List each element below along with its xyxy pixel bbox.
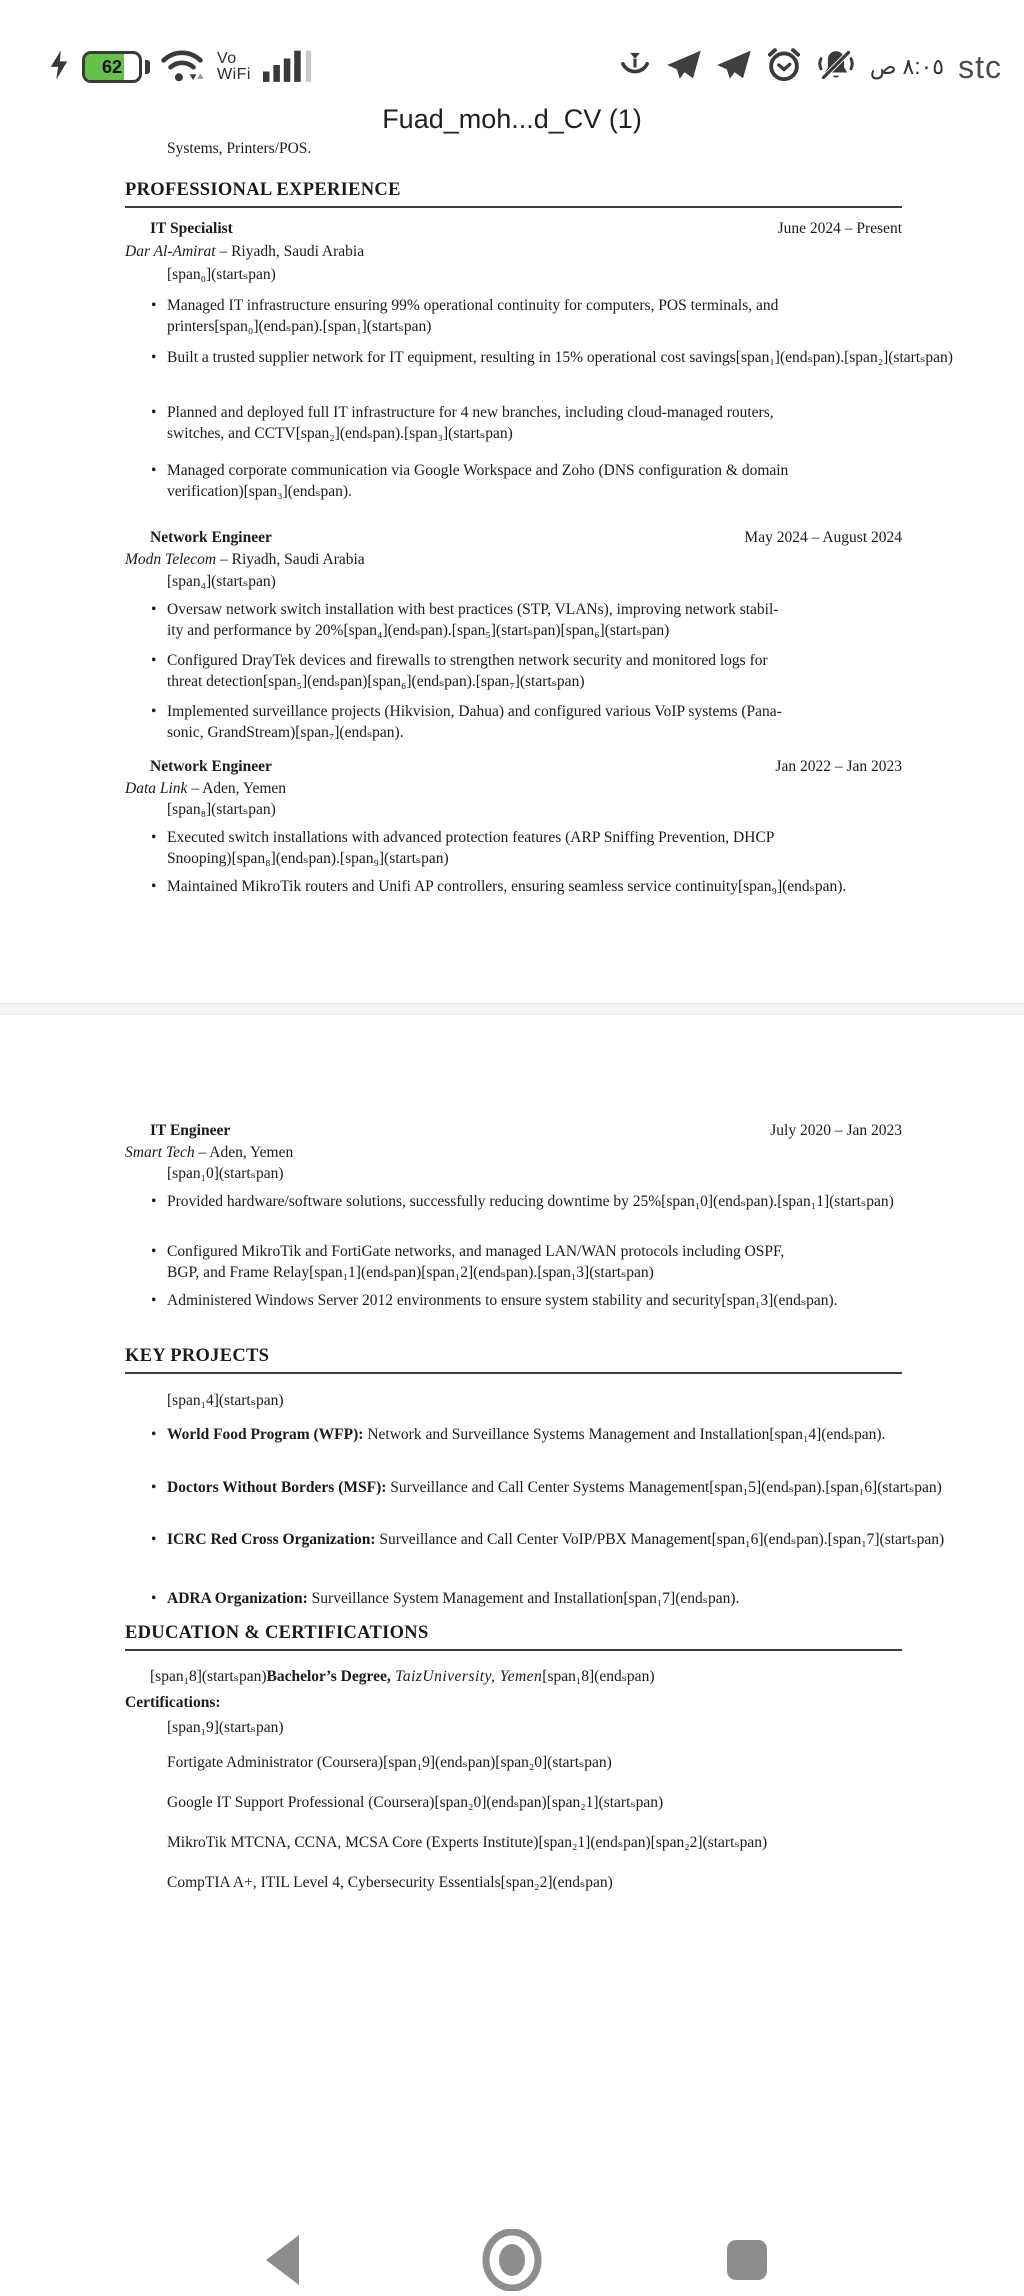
bullet-dot: • <box>151 1193 157 1210</box>
company-name: Dar Al-Amirat <box>125 243 216 260</box>
carrier-label: stc <box>958 48 1002 85</box>
span-marker: [span₁8](endₛpan) <box>542 1668 655 1685</box>
bullet-item <box>125 1477 942 1498</box>
bullet-line: verification)[span₃](endₛpan). <box>167 483 352 500</box>
page-separator <box>0 1003 1024 1015</box>
bullet-dot: • <box>151 349 157 366</box>
wifi-icon <box>159 45 205 90</box>
page-top-fragment: Systems, Printers/POS. <box>167 140 312 157</box>
job-date: July 2020 – Jan 2023 <box>770 1122 902 1139</box>
bullet-item <box>125 876 902 897</box>
certification-item: Google IT Support Professional (Coursera)[span₂0](endₛpan)[span₂1](startₛpan) <box>167 1794 664 1811</box>
telegram-icon-2 <box>716 49 752 86</box>
download-icon <box>618 48 652 87</box>
bullet-dot: • <box>151 703 157 720</box>
company-location: – Aden, Yemen <box>194 1144 294 1161</box>
battery-indicator <box>82 51 142 83</box>
section-key-projects <box>125 1346 902 1374</box>
job-title: IT Engineer <box>150 1122 231 1139</box>
degree-name: Bachelor’s Degree, <box>266 1668 391 1685</box>
job-it-specialist <box>125 218 953 502</box>
signal-bars-icon <box>263 48 315 87</box>
project-desc: Network and Surveillance Systems Management and Installation[span₁4](endₛpan). <box>363 1426 886 1443</box>
vibrate-off-icon <box>816 47 856 88</box>
project-name: Doctors Without Borders (MSF): <box>167 1479 387 1496</box>
bullet-line: ity and performance by 20%[span₄](endₛpan).[span₅](startₛpan)[span₆](startₛpan) <box>167 622 670 639</box>
bullet-dot: • <box>151 1243 157 1260</box>
battery-percent: 62 <box>101 56 123 77</box>
bullet-item <box>125 402 902 444</box>
bullet-dot: • <box>151 829 157 846</box>
company-name: Smart Tech <box>125 1144 195 1161</box>
section-rule <box>125 1649 902 1651</box>
bullet-item <box>125 460 902 502</box>
bullet-line: Maintained MikroTik routers and Unifi AP controllers, ensuring seamless service continuity[span₉](endₛpan). <box>167 878 847 895</box>
project-desc: Surveillance System Management and Installation[span₁7](endₛpan). <box>307 1590 740 1607</box>
certification-item: CompTIA A+, ITIL Level 4, Cybersecurity Essentials[span₂2](endₛpan) <box>167 1874 613 1891</box>
charging-bolt-icon <box>48 49 70 86</box>
job-date: Jan 2022 – Jan 2023 <box>775 758 902 775</box>
back-button[interactable] <box>263 2233 301 2292</box>
bullet-line: Planned and deployed full IT infrastructure for 4 new branches, including cloud-managed routers, <box>167 404 774 421</box>
section-professional-experience <box>125 180 902 208</box>
certifications-label: Certifications: <box>125 1694 221 1711</box>
bullet-dot: • <box>151 297 157 314</box>
bullet-line: Snooping)[span₈](endₛpan).[span₉](startₛpan) <box>167 850 449 867</box>
battery-nub <box>145 60 150 74</box>
bullet-dot: • <box>151 878 157 895</box>
bullet-dot: • <box>151 1531 157 1548</box>
vowifi-label: Vo WiFi <box>217 50 251 83</box>
bullet-line: Managed IT infrastructure ensuring 99% operational continuity for computers, POS terminals, and <box>167 297 779 314</box>
bullet-line: sonic, GrandStream)[span₇](endₛpan). <box>167 724 404 741</box>
clock-time: ٨:٠٥ ص <box>869 54 945 79</box>
project-name: ICRC Red Cross Organization: <box>167 1531 376 1548</box>
bullet-line: switches, and CCTV[span₂](endₛpan).[span₃](startₛpan) <box>167 425 513 442</box>
bullet-item <box>125 1529 945 1550</box>
bullet-line: Oversaw network switch installation with best practices (STP, VLANs), improving network stabil- <box>167 601 779 618</box>
job-date: June 2024 – Present <box>777 220 902 237</box>
alarm-clock-icon <box>766 47 802 88</box>
job-title: IT Specialist <box>150 220 233 237</box>
span-marker: [span₈](startₛpan) <box>167 801 276 818</box>
company-name: Modn Telecom <box>125 551 217 568</box>
bullet-item <box>125 1424 902 1445</box>
project-desc: Surveillance and Call Center VoIP/PBX Management[span₁6](endₛpan).[span₁7](startₛpan) <box>375 1531 945 1548</box>
degree-university: TaizUniversity, Yemen <box>390 1668 543 1685</box>
span-marker: [span₁4](startₛpan) <box>167 1392 284 1409</box>
bullet-dot: • <box>151 462 157 479</box>
bullet-dot: • <box>151 1479 157 1496</box>
section-heading: KEY PROJECTS <box>125 1346 270 1366</box>
bullet-line: Managed corporate communication via Google Workspace and Zoho (DNS configuration & domain <box>167 462 789 479</box>
span-marker: [span₀](startₛpan) <box>167 266 276 283</box>
bullet-item <box>125 827 902 869</box>
bullet-dot: • <box>151 601 157 618</box>
section-rule <box>125 1372 902 1374</box>
status-bar <box>0 38 1024 96</box>
bullet-item <box>125 599 902 641</box>
span-marker: [span₁8](startₛpan) <box>150 1668 267 1685</box>
bullet-item <box>125 1290 902 1311</box>
job-network-engineer-datalink <box>125 756 902 897</box>
job-network-engineer-modn <box>125 527 902 743</box>
bullet-item <box>125 347 953 368</box>
bullet-line: Implemented surveillance projects (Hikvision, Dahua) and configured various VoIP systems (Pana- <box>167 703 782 720</box>
section-rule <box>125 206 902 208</box>
job-title: Network Engineer <box>150 529 272 546</box>
recents-button[interactable] <box>726 2239 768 2286</box>
project-name: World Food Program (WFP): <box>167 1426 364 1443</box>
company-location: – Riyadh, Saudi Arabia <box>215 243 365 260</box>
bullet-dot: • <box>151 1426 157 1443</box>
bullet-line: BGP, and Frame Relay[span₁1](endₛpan)[span₁2](endₛpan).[span₁3](startₛpan) <box>167 1264 654 1281</box>
bullet-item <box>125 1588 902 1609</box>
bullet-dot: • <box>151 1590 157 1607</box>
bullet-line: Executed switch installations with advanced protection features (ARP Sniffing Prevention, DHCP <box>167 829 775 846</box>
company-name: Data Link <box>125 780 188 797</box>
span-marker: [span₁0](startₛpan) <box>167 1165 284 1182</box>
bullet-line: Built a trusted supplier network for IT equipment, resulting in 15% operational cost savings[span₁](endₛpan).[span₂](startₛpan) <box>167 349 953 366</box>
bullet-line: threat detection[span₅](endₛpan)[span₆](endₛpan).[span₇](startₛpan) <box>167 673 585 690</box>
project-name: ADRA Organization: <box>167 1590 308 1607</box>
bullet-dot: • <box>151 1292 157 1309</box>
bullet-dot: • <box>151 404 157 421</box>
android-nav-bar <box>0 2155 1024 2275</box>
project-desc: Surveillance and Call Center Systems Management[span₁5](endₛpan).[span₁6](startₛpan) <box>386 1479 942 1496</box>
job-date: May 2024 – August 2024 <box>744 529 902 546</box>
bullet-line: printers[span₀](endₛpan).[span₁](startₛpan) <box>167 318 432 335</box>
pdf-document-title: Fuad_moh...d_CV (1) <box>382 104 642 134</box>
company-location: – Aden, Yemen <box>187 780 287 797</box>
company-location: – Riyadh, Saudi Arabia <box>216 551 365 568</box>
key-projects-list <box>125 1390 945 1609</box>
bullet-line: Provided hardware/software solutions, successfully reducing downtime by 25%[span₁0](endₛpan).[span₁1](startₛpan) <box>167 1193 894 1210</box>
bullet-item <box>125 1191 902 1212</box>
telegram-icon <box>666 49 702 86</box>
bullet-line: Configured MikroTik and FortiGate networks, and managed LAN/WAN protocols including OSPF, <box>167 1243 785 1260</box>
bullet-item <box>125 1241 902 1283</box>
section-heading: EDUCATION & CERTIFICATIONS <box>125 1623 429 1643</box>
span-marker: [span₄](startₛpan) <box>167 573 276 590</box>
bullet-dot: • <box>151 652 157 669</box>
certification-item: Fortigate Administrator (Coursera)[span₁9](endₛpan)[span₂0](startₛpan) <box>167 1754 612 1771</box>
bullet-item <box>125 295 902 337</box>
education-block <box>125 1666 902 1893</box>
bullet-line: Administered Windows Server 2012 environments to ensure system stability and security[span₁3](endₛpan). <box>167 1292 838 1309</box>
job-it-engineer <box>125 1120 902 1311</box>
bullet-item <box>125 701 902 743</box>
certification-item: MikroTik MTCNA, CCNA, MCSA Core (Experts Institute)[span₂1](endₛpan)[span₂2](startₛpan) <box>167 1834 768 1851</box>
section-education-certifications <box>125 1623 902 1651</box>
home-button[interactable] <box>482 2229 542 2296</box>
bullet-line: Configured DrayTek devices and firewalls to strengthen network security and monitored logs for <box>167 652 768 669</box>
bullet-item <box>125 650 902 692</box>
job-title: Network Engineer <box>150 758 272 775</box>
span-marker: [span₁9](startₛpan) <box>167 1719 284 1736</box>
section-heading: PROFESSIONAL EXPERIENCE <box>125 180 401 200</box>
